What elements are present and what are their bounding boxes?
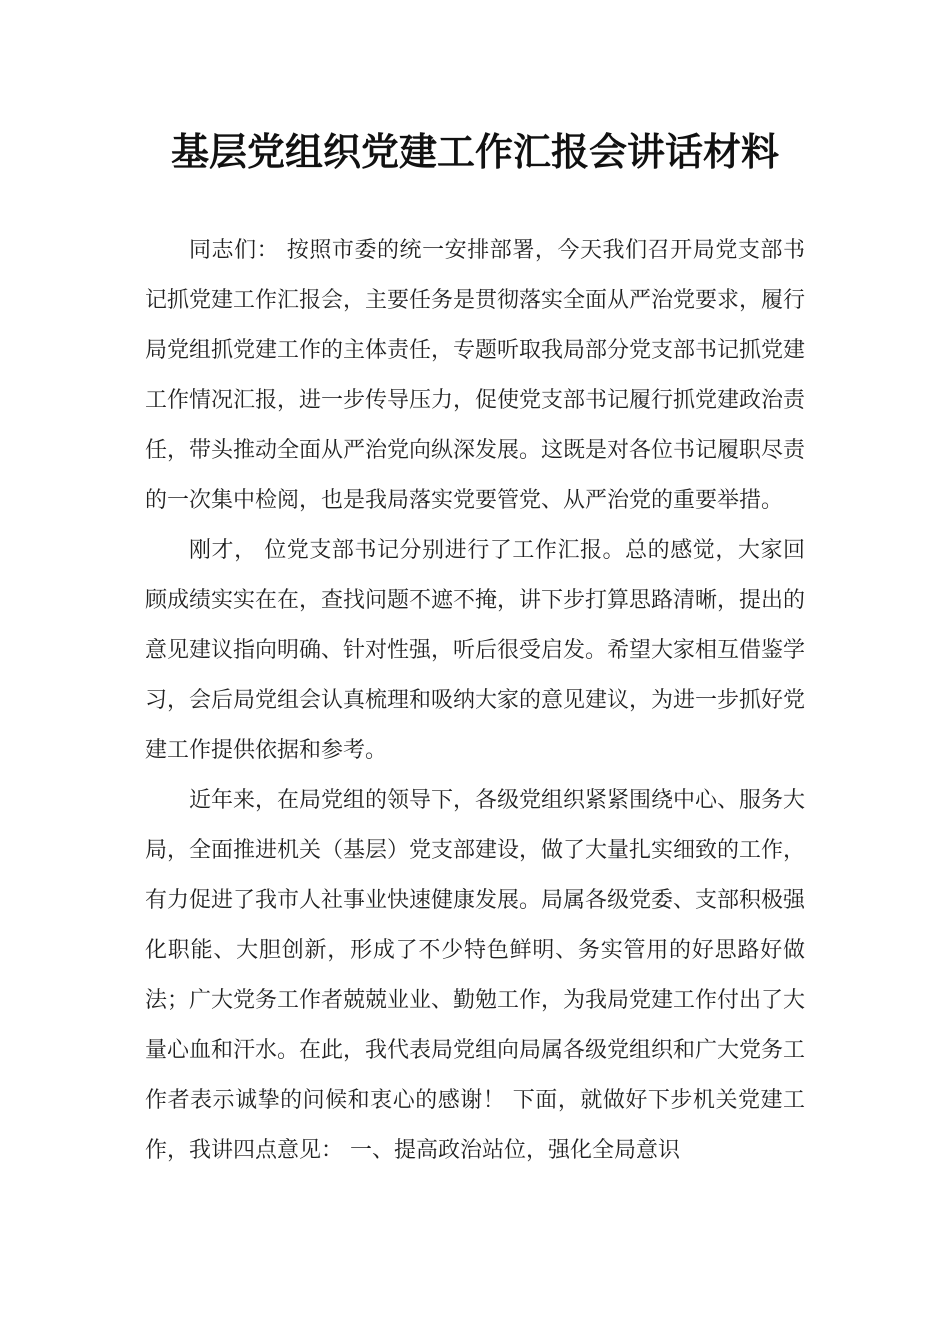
paragraph-3: 近年来，在局党组的领导下，各级党组织紧紧围绕中心、服务大局，全面推进机关（基层）党支部建设，做了大量扎实细致的工作，有力促进了我市人社事业快速健康发展。局属各级党委、支部积极强化职能、大胆创新，形成了不少特色鲜明、务实管用的好思路好做法；广大党务工作者兢兢业业、勤勉工作，为我局党建工作付出了大量心血和汗水。在此，我代表局党组向局属各级党组织和广大党务工作者表示诚挚的问候和衷心的感谢！ 下面，就做好下步机关党建工作，我讲四点意见： 一、提高政治站位，强化全局意识 (145, 788, 806, 1163)
document-title: 基层党组织党建工作汇报会讲话材料 (170, 129, 779, 174)
document-body (145, 226, 805, 1176)
paragraph-1: 同志们： 按照市委的统一安排部署，今天我们召开局党支部书记抓党建工作汇报会，主要任务是贯彻落实全面从严治党要求，履行局党组抓党建工作的主体责任，专题听取我局部分党支部书记抓党建工作情况汇报，进一步传导压力，促使党支部书记履行抓党建政治责任，带头推动全面从严治党向纵深发展。这既是对各位书记履职尽责的一次集中检阅，也是我局落实党要管党、从严治党的重要举措。 (145, 238, 806, 513)
paragraph-2: 刚才， 位党支部书记分别进行了工作汇报。总的感觉，大家回顾成绩实实在在，查找问题不遮不掩，讲下步打算思路清晰，提出的意见建议指向明确、针对性强，听后很受启发。希望大家相互借鉴学习，会后局党组会认真梳理和吸纳大家的意见建议，为进一步抓好党建工作提供依据和参考。 (145, 538, 806, 763)
